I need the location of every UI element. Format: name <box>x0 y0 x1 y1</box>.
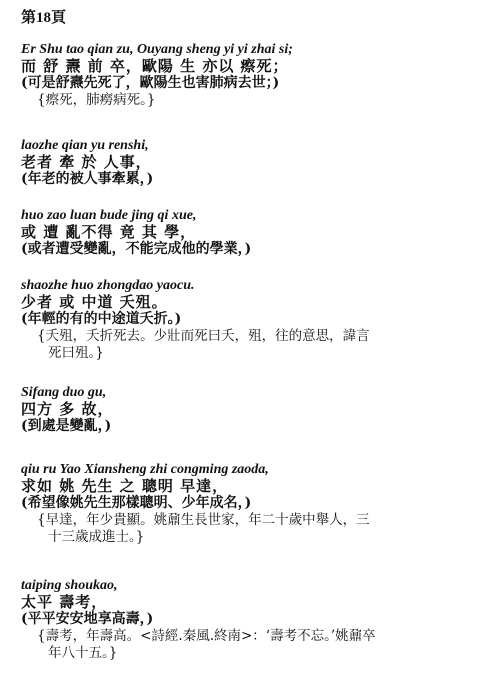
chinese-text: 老者 牽 於 人事， <box>21 153 152 171</box>
pinyin-line: laozhe qian yu renshi, <box>21 138 149 153</box>
chinese-text: 少者 或 中道 夭殂。 <box>21 293 168 311</box>
chinese-text: 而 舒 燾 前 卒，歐陽 生 亦以 瘵死； <box>21 57 289 75</box>
translation: (可是舒燾先死了，歐陽生也害肺病去世；) <box>21 75 280 91</box>
pinyin-line: Er Shu tao qian zu, Ouyang sheng yi yi zhai si; <box>21 42 293 57</box>
pinyin-line: qiu ru Yao Xiansheng zhi congming zaoda, <box>21 462 269 477</box>
page-title: 第18頁 <box>21 10 67 26</box>
annotation: {夭殂，夭折死去。少壯而死曰夭，殂，往的意思，諱言 <box>37 328 370 344</box>
chinese-text: 四方 多 故， <box>21 400 114 418</box>
pinyin-line: shaozhe huo zhongdao yaocu. <box>21 278 195 293</box>
annotation: {壽考，年壽高。<詩經.秦風.終南>：‘壽考不忘。’姚鼐卒 <box>37 628 376 644</box>
annotation: {瘵死，肺癆病死。} <box>37 92 156 108</box>
translation: (到處是變亂，) <box>21 418 112 434</box>
translation: (希望像姚先生那樣聰明、少年成名，) <box>21 495 252 511</box>
entry <box>21 42 491 109</box>
translation: (平平安安地享高壽，) <box>21 611 154 627</box>
translation: (年輕的有的中途道夭折。) <box>21 311 182 327</box>
annotation: {早達，年少貴顯。姚鼐生長世家，年二十歲中舉人，三 <box>37 512 370 528</box>
pinyin-line: taiping shoukao, <box>21 578 118 593</box>
chinese-text: 或 遭 亂不得 竟 其 學， <box>21 223 197 241</box>
pinyin-line: Sifang duo gu, <box>21 385 107 400</box>
entry <box>21 278 491 362</box>
chinese-text: 求如 姚 先生 之 聰明 早達， <box>21 477 229 495</box>
annotation-continued: 年八十五。} <box>48 645 118 661</box>
annotation-continued: 十三歲成進士。} <box>48 529 145 545</box>
entry <box>21 138 491 188</box>
translation: (年老的被人事牽累，) <box>21 171 154 187</box>
pinyin-line: huo zao luan bude jing qi xue, <box>21 208 197 223</box>
translation: (或者遭受變亂，不能完成他的學業，) <box>21 241 252 257</box>
entry <box>21 385 491 435</box>
entry <box>21 462 491 546</box>
annotation-continued: 死曰殂。} <box>48 345 104 361</box>
entry <box>21 578 491 662</box>
chinese-text: 太平 壽考， <box>21 593 108 611</box>
entry <box>21 208 491 258</box>
